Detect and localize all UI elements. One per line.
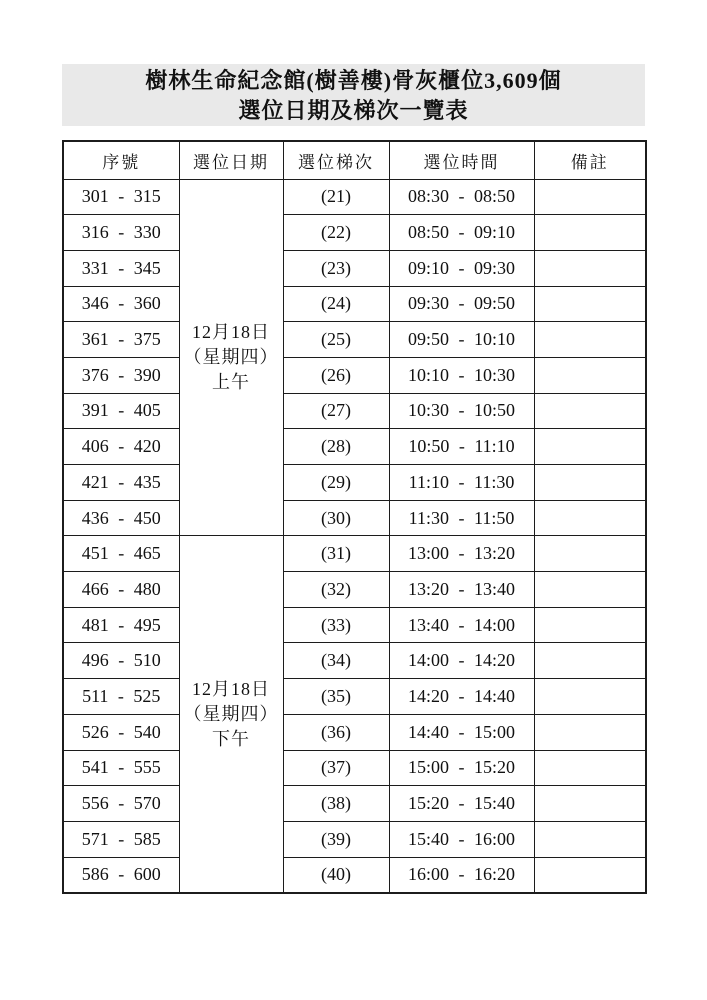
header-date: 選位日期 <box>179 141 283 179</box>
table-row <box>63 179 646 215</box>
serial-cell: 421 - 435 <box>63 465 179 501</box>
time-cell: 09:10 - 09:30 <box>389 250 534 286</box>
batch-cell: (27) <box>283 393 389 429</box>
date-line: 12月18日 <box>192 321 270 342</box>
note-cell <box>534 393 646 429</box>
table-row <box>63 536 646 572</box>
serial-cell: 301 - 315 <box>63 179 179 215</box>
title-line-2: 選位日期及梯次一覽表 <box>238 97 469 123</box>
table-row <box>63 607 646 643</box>
time-cell: 10:10 - 10:30 <box>389 357 534 393</box>
batch-cell: (39) <box>283 821 389 857</box>
header-serial: 序號 <box>63 141 179 179</box>
table-row <box>63 429 646 465</box>
batch-cell: (26) <box>283 357 389 393</box>
batch-cell: (21) <box>283 179 389 215</box>
note-cell <box>534 714 646 750</box>
batch-cell: (34) <box>283 643 389 679</box>
serial-cell: 481 - 495 <box>63 607 179 643</box>
note-cell <box>534 607 646 643</box>
time-cell: 09:30 - 09:50 <box>389 286 534 322</box>
serial-cell: 451 - 465 <box>63 536 179 572</box>
time-cell: 11:10 - 11:30 <box>389 465 534 501</box>
serial-cell: 316 - 330 <box>63 215 179 251</box>
note-cell <box>534 679 646 715</box>
time-cell: 10:50 - 11:10 <box>389 429 534 465</box>
serial-cell: 376 - 390 <box>63 357 179 393</box>
serial-cell: 526 - 540 <box>63 714 179 750</box>
serial-cell: 511 - 525 <box>63 679 179 715</box>
time-cell: 14:20 - 14:40 <box>389 679 534 715</box>
table-row <box>63 357 646 393</box>
note-cell <box>534 786 646 822</box>
time-cell: 13:40 - 14:00 <box>389 607 534 643</box>
note-cell <box>534 250 646 286</box>
date-line: 12月18日 <box>192 678 270 699</box>
table-row <box>63 393 646 429</box>
note-cell <box>534 179 646 215</box>
table-row <box>63 465 646 501</box>
table-row <box>63 786 646 822</box>
batch-cell: (37) <box>283 750 389 786</box>
table-body <box>63 179 646 893</box>
serial-cell: 391 - 405 <box>63 393 179 429</box>
note-cell <box>534 821 646 857</box>
schedule-table <box>62 140 647 894</box>
time-cell: 09:50 - 10:10 <box>389 322 534 358</box>
note-cell <box>534 357 646 393</box>
time-cell: 10:30 - 10:50 <box>389 393 534 429</box>
serial-cell: 436 - 450 <box>63 500 179 536</box>
date-line: （星期四） <box>183 346 279 367</box>
date-cell <box>179 536 283 893</box>
time-cell: 13:20 - 13:40 <box>389 572 534 608</box>
table-row <box>63 322 646 358</box>
serial-cell: 346 - 360 <box>63 286 179 322</box>
batch-cell: (35) <box>283 679 389 715</box>
date-line: 上午 <box>212 371 250 392</box>
serial-cell: 541 - 555 <box>63 750 179 786</box>
time-cell: 14:00 - 14:20 <box>389 643 534 679</box>
batch-cell: (23) <box>283 250 389 286</box>
batch-cell: (33) <box>283 607 389 643</box>
table-row <box>63 821 646 857</box>
note-cell <box>534 750 646 786</box>
note-cell <box>534 215 646 251</box>
batch-cell: (32) <box>283 572 389 608</box>
serial-cell: 571 - 585 <box>63 821 179 857</box>
batch-cell: (38) <box>283 786 389 822</box>
note-cell <box>534 465 646 501</box>
note-cell <box>534 286 646 322</box>
table-row <box>63 500 646 536</box>
document-title <box>62 64 645 126</box>
note-cell <box>534 322 646 358</box>
table-row <box>63 679 646 715</box>
batch-cell: (24) <box>283 286 389 322</box>
time-cell: 11:30 - 11:50 <box>389 500 534 536</box>
note-cell <box>534 536 646 572</box>
table-row <box>63 250 646 286</box>
batch-cell: (40) <box>283 857 389 893</box>
serial-cell: 406 - 420 <box>63 429 179 465</box>
batch-cell: (30) <box>283 500 389 536</box>
note-cell <box>534 500 646 536</box>
note-cell <box>534 857 646 893</box>
batch-cell: (29) <box>283 465 389 501</box>
date-line: 下午 <box>212 728 250 749</box>
batch-cell: (22) <box>283 215 389 251</box>
serial-cell: 466 - 480 <box>63 572 179 608</box>
batch-cell: (31) <box>283 536 389 572</box>
time-cell: 16:00 - 16:20 <box>389 857 534 893</box>
date-line: （星期四） <box>183 703 279 724</box>
header-batch: 選位梯次 <box>283 141 389 179</box>
table-row <box>63 857 646 893</box>
time-cell: 14:40 - 15:00 <box>389 714 534 750</box>
header-row <box>63 141 646 179</box>
table-row <box>63 286 646 322</box>
title-line-1: 樹林生命紀念館(樹善樓)骨灰櫃位3,609個 <box>145 67 562 93</box>
time-cell: 13:00 - 13:20 <box>389 536 534 572</box>
time-cell: 15:40 - 16:00 <box>389 821 534 857</box>
table-row <box>63 714 646 750</box>
note-cell <box>534 572 646 608</box>
date-cell <box>179 179 283 536</box>
time-cell: 15:00 - 15:20 <box>389 750 534 786</box>
time-cell: 08:50 - 09:10 <box>389 215 534 251</box>
serial-cell: 496 - 510 <box>63 643 179 679</box>
table-row <box>63 215 646 251</box>
time-cell: 15:20 - 15:40 <box>389 786 534 822</box>
table-row <box>63 750 646 786</box>
batch-cell: (28) <box>283 429 389 465</box>
batch-cell: (36) <box>283 714 389 750</box>
header-time: 選位時間 <box>389 141 534 179</box>
serial-cell: 331 - 345 <box>63 250 179 286</box>
note-cell <box>534 643 646 679</box>
table-row <box>63 572 646 608</box>
serial-cell: 586 - 600 <box>63 857 179 893</box>
header-note: 備註 <box>534 141 646 179</box>
serial-cell: 556 - 570 <box>63 786 179 822</box>
table-row <box>63 643 646 679</box>
serial-cell: 361 - 375 <box>63 322 179 358</box>
note-cell <box>534 429 646 465</box>
time-cell: 08:30 - 08:50 <box>389 179 534 215</box>
batch-cell: (25) <box>283 322 389 358</box>
